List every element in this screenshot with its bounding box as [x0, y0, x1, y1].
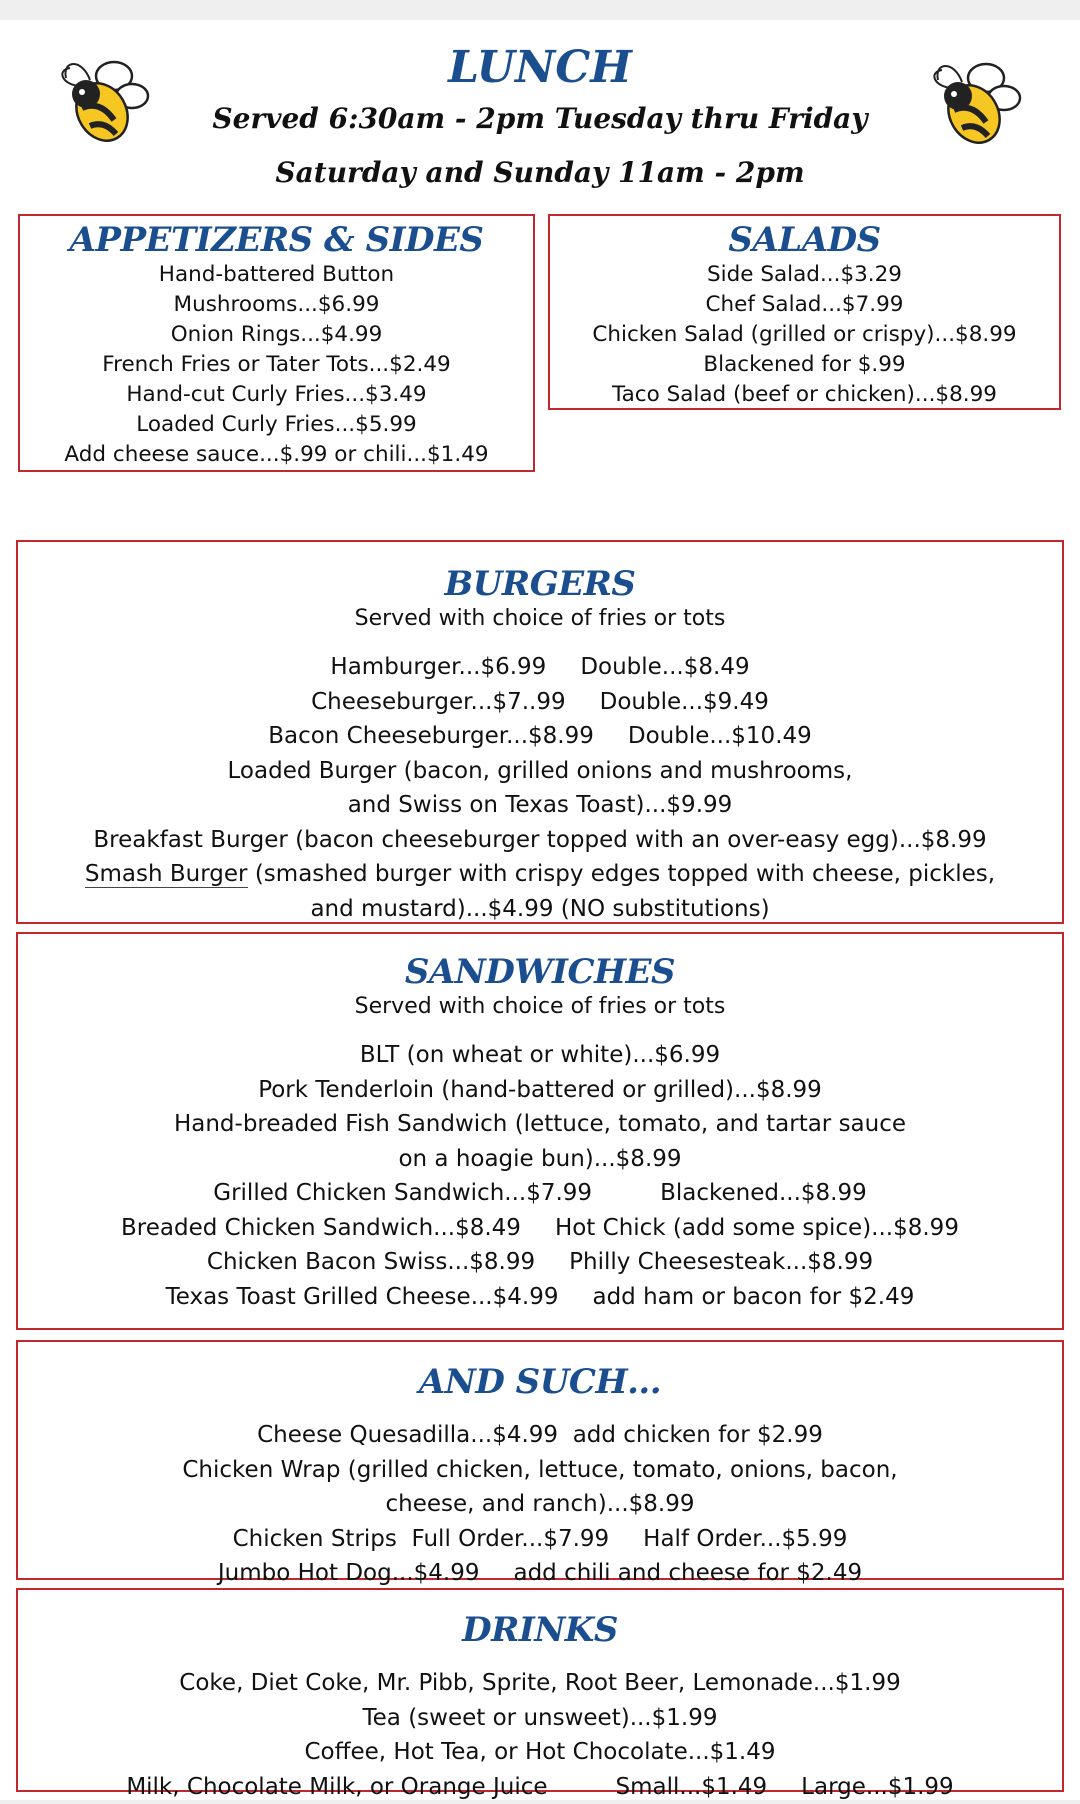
menu-item: Breakfast Burger (bacon cheeseburger topped with an over-easy egg)...$8.99 [18, 823, 1062, 858]
burgers-section [16, 540, 1064, 924]
drinks-section [16, 1588, 1064, 1792]
menu-addon: Blackened for $.99 [550, 350, 1059, 380]
menu-item: Hamburger...$6.99 Double...$8.49 [18, 650, 1062, 685]
menu-item: Cheeseburger...$7..99 Double...$9.49 [18, 685, 1062, 720]
menu-item: Onion Rings...$4.99 [20, 320, 533, 350]
menu-item: Tea (sweet or unsweet)...$1.99 [18, 1701, 1062, 1736]
menu-item: Hand-battered Button [20, 260, 533, 290]
menu-item-cont: and Swiss on Texas Toast)...$9.99 [18, 788, 1062, 823]
and-such-section [16, 1340, 1064, 1580]
menu-item-cont: and mustard)...$4.99 (NO substitutions) [18, 892, 1062, 927]
menu-item: BLT (on wheat or white)...$6.99 [18, 1038, 1062, 1073]
menu-item: Loaded Curly Fries...$5.99 [20, 410, 533, 440]
menu-item: Grilled Chicken Sandwich...$7.99 Blackened...$8.99 [18, 1176, 1062, 1211]
menu-item: Milk, Chocolate Milk, or Orange Juice Small...$1.49 Large...$1.99 [18, 1770, 1062, 1804]
menu-item: Chicken Strips Full Order...$7.99 Half Order...$5.99 [18, 1522, 1062, 1557]
menu-item: Coffee, Hot Tea, or Hot Chocolate...$1.49 [18, 1735, 1062, 1770]
section-title: DRINKS [18, 1610, 1062, 1650]
menu-page [0, 20, 1080, 1800]
menu-item: Jumbo Hot Dog...$4.99 add chili and cheese for $2.49 [18, 1556, 1062, 1591]
menu-item: Hand-breaded Fish Sandwich (lettuce, tomato, and tartar sauce [18, 1107, 1062, 1142]
menu-item: French Fries or Tater Tots...$2.49 [20, 350, 533, 380]
menu-item: Loaded Burger (bacon, grilled onions and mushrooms, [18, 754, 1062, 789]
menu-item: Mushrooms...$6.99 [20, 290, 533, 320]
menu-addon: Add cheese sauce...$.99 or chili...$1.49 [20, 440, 533, 470]
menu-item: Chicken Salad (grilled or crispy)...$8.99 [550, 320, 1059, 350]
menu-item: Side Salad...$3.29 [550, 260, 1059, 290]
hours-weekday: Served 6:30am - 2pm Tuesday thru Friday [0, 102, 1080, 135]
menu-item: Hand-cut Curly Fries...$3.49 [20, 380, 533, 410]
section-title: AND SUCH... [18, 1362, 1062, 1402]
menu-item-cont: on a hoagie bun)...$8.99 [18, 1142, 1062, 1177]
hours-weekend: Saturday and Sunday 11am - 2pm [0, 156, 1080, 189]
section-title: APPETIZERS & SIDES [20, 220, 533, 260]
appetizers-section [18, 214, 535, 472]
menu-item: Taco Salad (beef or chicken)...$8.99 [550, 380, 1059, 410]
menu-item: Pork Tenderloin (hand-battered or grilled)...$8.99 [18, 1073, 1062, 1108]
menu-item: Bacon Cheeseburger...$8.99 Double...$10.49 [18, 719, 1062, 754]
salads-section [548, 214, 1061, 410]
menu-item: Texas Toast Grilled Cheese...$4.99 add ham or bacon for $2.49 [18, 1280, 1062, 1315]
menu-item: Cheese Quesadilla...$4.99 add chicken for $2.99 [18, 1418, 1062, 1453]
menu-item: Breaded Chicken Sandwich...$8.49 Hot Chick (add some spice)...$8.99 [18, 1211, 1062, 1246]
menu-item: Chicken Bacon Swiss...$8.99 Philly Cheesesteak...$8.99 [18, 1245, 1062, 1280]
section-title: SANDWICHES [18, 952, 1062, 992]
section-title: BURGERS [18, 564, 1062, 604]
menu-item: Chicken Wrap (grilled chicken, lettuce, tomato, onions, bacon, [18, 1453, 1062, 1488]
menu-item: Smash Burger (smashed burger with crispy edges topped with cheese, pickles, [18, 857, 1062, 892]
menu-item-cont: cheese, and ranch)...$8.99 [18, 1487, 1062, 1522]
page-title: LUNCH [0, 42, 1080, 93]
menu-item: Chef Salad...$7.99 [550, 290, 1059, 320]
sandwiches-section [16, 932, 1064, 1330]
section-subtitle: Served with choice of fries or tots [18, 992, 1062, 1022]
section-title: SALADS [550, 220, 1059, 260]
menu-item: Coke, Diet Coke, Mr. Pibb, Sprite, Root Beer, Lemonade...$1.99 [18, 1666, 1062, 1701]
section-subtitle: Served with choice of fries or tots [18, 604, 1062, 634]
